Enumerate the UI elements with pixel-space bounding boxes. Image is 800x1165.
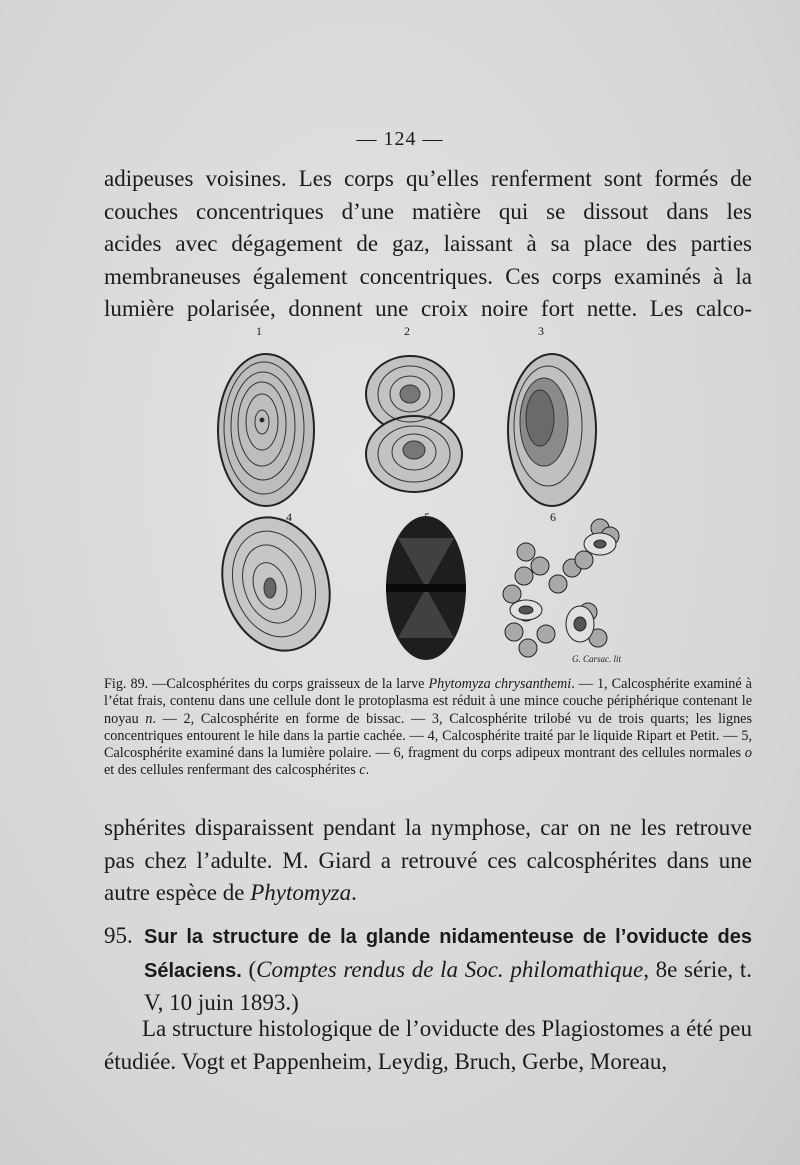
figure-label-3: 3 (538, 324, 544, 338)
figure-label-1: 1 (256, 324, 262, 338)
caption-c-label: c (359, 762, 366, 779)
caption-text: . (365, 762, 370, 779)
item-ref-series: , 8e série, t. V, 10 juin 1893.) (144, 956, 752, 1015)
item-content (144, 920, 752, 1020)
paragraph-2-text: sphérites disparaissent pendant la nymphose, car on ne les retrouve pas chez l’adulte. M. Giard a retrouvé ces calcosphérites dans une autre espèce de (104, 815, 752, 905)
item-number: 95. (104, 923, 133, 948)
caption-fig-label: Fig. 89. (104, 676, 149, 692)
item-ref-open: ( (241, 956, 257, 982)
item-ref-journal: Comptes rendus de la Soc. philomathique (256, 956, 644, 982)
figure-89 (208, 322, 628, 672)
calcospherite-3-drawing (508, 354, 596, 506)
genus-name: Phytomyza (250, 880, 352, 905)
paragraph-1-line: acides avec dégagement de gaz, laissant à sa place des parties (104, 231, 752, 256)
paragraph-4: La structure histologique de l’oviducte des Plagiostomes a été peu étudiée. Vogt et Pappenheim, Leydig, Bruch, Gerbe, Moreau, (104, 1016, 752, 1074)
paragraph-1 (104, 163, 752, 326)
caption-text: . — 1, Calcosphérite examiné à l’état frais, contenu dans une cellule dont le protoplasma est réduit à une mince couche périphérique contenant le noyau (104, 676, 752, 727)
paragraph-2-end: . (351, 880, 357, 905)
caption-text: . — 2, Calcosphérite en forme de bissac. — 3, Calcosphérite trilobé vu de trois quarts; les lignes concentriques entourent le hile dans la partie cachée. — 4, Calcosphérite traité par le liquide Ripart et Petit. — 5, Calcosphérite examiné dans la lumière polaire. — 6, fragment du corps adipeux montrant des cellules normales (104, 710, 752, 762)
figure-caption (104, 676, 752, 780)
figure-credit: G. Carsac. lit (572, 654, 622, 664)
figure-label-6: 6 (550, 510, 556, 524)
paragraph-1-line: membraneuses également concentriques. Ces corps examinés à la (104, 263, 752, 289)
calcospherite-illustration (208, 322, 628, 672)
caption-n-label: n (145, 710, 153, 727)
paragraph-2 (104, 812, 752, 910)
calcospherite-5-drawing (386, 516, 466, 660)
caption-text: et des cellules renfermant des calcosphérites (104, 762, 360, 779)
calcospherite-1-drawing (218, 354, 314, 506)
caption-o-label: o (744, 745, 752, 762)
calcospherite-2-drawing (366, 356, 462, 492)
page-number: — 124 — (356, 128, 444, 150)
calcospherite-4-drawing (208, 503, 346, 664)
figure-label-4: 4 (286, 510, 292, 524)
bibliography-item-95 (104, 920, 752, 1020)
caption-species: Phytomyza chrysanthemi (428, 676, 572, 692)
paragraph-1-line: couches concentriques d’une matière qui se dissout dans les (104, 198, 752, 224)
calcospherite-6-drawing (503, 519, 619, 657)
paragraph-1-line: lumière polarisée, donnent une croix noire fort nette. Les calco- (104, 296, 752, 321)
figure-label-2: 2 (404, 324, 410, 338)
paragraph-1-line: adipeuses voisines. Les corps qu’elles renferment sont formés de (104, 166, 752, 191)
caption-text: —Calcosphérites du corps graisseux de la larve (148, 676, 429, 692)
item-title: Sur la structure de la glande nidamenteuse de l’oviducte des Sélaciens. (144, 926, 752, 982)
